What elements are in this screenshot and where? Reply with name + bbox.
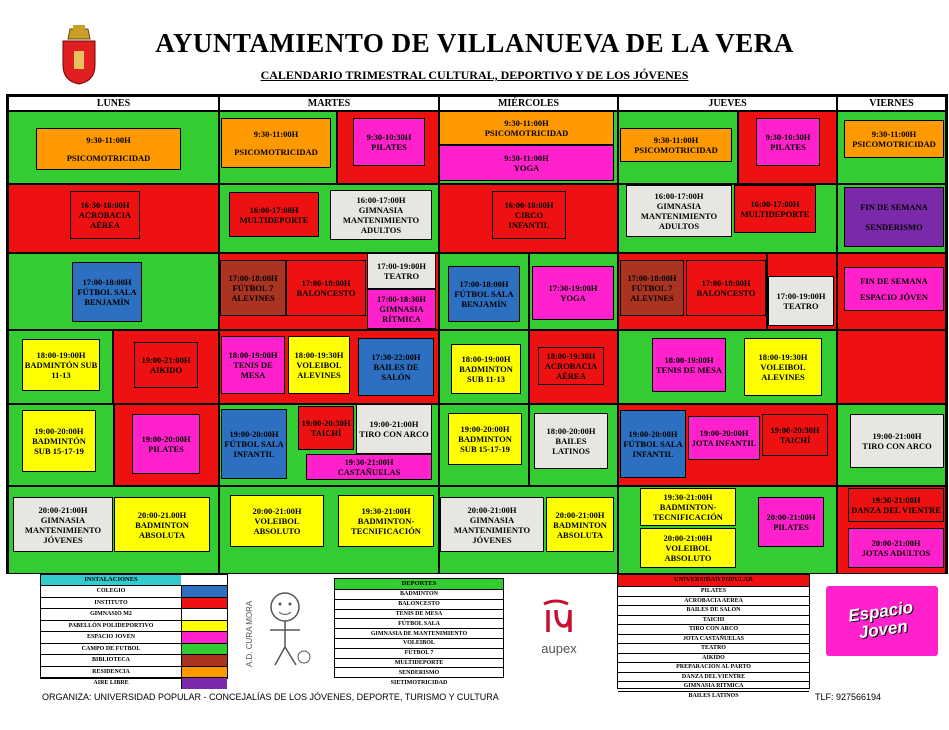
legend-row: FÚTBOL 7 [335, 648, 503, 658]
event-card[interactable]: 19:00-20:30H TAICHÍ [762, 414, 828, 456]
event-card[interactable]: 17:00-19:00H TEATRO [768, 276, 834, 326]
event-card[interactable]: 19:00-20:00H FÚTBOL SALA INFANTIL [221, 409, 287, 479]
event-card[interactable]: 17:30-19:00H YOGA [532, 266, 614, 320]
footer-organiza: ORGANIZA: UNIVERSIDAD POPULAR - CONCEJALÍAS DE LOS JÓVENES, DEPORTE, TURISMO Y CULTURA [42, 692, 499, 702]
legend-instalaciones [40, 574, 228, 687]
event-card[interactable]: 9:30-11:00H PSICOMOTRICIDAD [221, 118, 331, 168]
legend-row: AIKIDO [618, 653, 809, 663]
cura-mora-logo [240, 585, 320, 675]
legend-row: GIMNASIO M2 [41, 608, 227, 620]
event-card[interactable]: 17:00-18:00H FÚTBOL 7 ALEVINES [220, 260, 286, 316]
legend-row: JOTA CASTAÑUELAS [618, 634, 809, 644]
legend-row: SENDERISMO [335, 667, 503, 677]
legend-row: PREPARACION AL PARTO [618, 662, 809, 672]
legend-row: FÚTBOL SALA [335, 618, 503, 628]
event-card[interactable]: 18:00-19:00H TENIS DE MESA [221, 336, 285, 394]
legend-row: CAMPO DE FUTBOL [41, 643, 227, 655]
event-card[interactable]: 16:00-17:00H GIMNASIA MANTENIMIENTO ADULTOS [330, 190, 432, 240]
day-header-viernes: VIERNES [837, 96, 946, 111]
event-card[interactable]: 20:00-21:00H VOLEIBOL ABSOLUTO [230, 495, 324, 547]
event-card[interactable]: 17:00-18:00H FÚTBOL 7 ALEVINES [620, 260, 684, 316]
event-card[interactable]: 18:00-19:30H VOLEIBOL ALEVINES [288, 336, 350, 394]
event-card[interactable]: 19:30-21:00H BADMINTON-TECNIFICACIÓN [640, 488, 736, 526]
legend-row: PILATES [618, 586, 809, 596]
legend-row: TIRO CON ARCO [618, 624, 809, 634]
legend-title: INSTALACIONES [41, 575, 181, 585]
legend-row: COLEGIO [41, 585, 227, 597]
event-card[interactable]: 17:30-22:00H BAILES DE SALÓN [358, 338, 434, 396]
cell [837, 330, 946, 404]
footer-phone: TLF: 927566194 [815, 692, 882, 702]
legend-row: AIRE LIBRE [41, 677, 227, 689]
legend-row: BADMINTON [335, 589, 503, 599]
event-card[interactable]: 17:00-18:00H FÚTBOL SALA BENJAMÍN [72, 262, 142, 322]
legend-row: DANZA DEL VIENTRE [618, 672, 809, 682]
legend-row: TAICHI [618, 615, 809, 625]
event-card[interactable]: FIN DE SEMANA ESPACIO JÓVEN [844, 267, 944, 311]
legend-row: BAILES LATINOS [618, 691, 809, 701]
event-card[interactable]: 16:00-17:00H GIMNASIA MANTENIMIENTO ADULTOS [626, 185, 732, 237]
event-card[interactable]: 19:00-20:00H BADMINTÓN SUB 15-17-19 [22, 410, 96, 472]
event-card[interactable]: 17:00-18:00H BALONCESTO [286, 260, 366, 316]
legend-row: BALONCESTO [335, 599, 503, 609]
event-card[interactable]: 19:00-21:00H TIRO CON ARCO [850, 414, 944, 468]
legend-row: MULTIDEPORTE [335, 658, 503, 668]
page-title: AYUNTAMIENTO DE VILLANUEVA DE LA VERA [155, 28, 794, 58]
event-card[interactable]: 19:30-21:00H BADMINTON-TECNIFICACIÓN [338, 495, 434, 547]
event-card[interactable]: FIN DE SEMANA SENDERISMO [844, 187, 944, 247]
day-header-jueves: JUEVES [618, 96, 837, 111]
legend-row: GIMNASIA DE MANTENIMIENTO [335, 628, 503, 638]
legend-title: UNIVERSIDAD POPULAR [618, 575, 809, 586]
event-card[interactable]: 16:00-18:00H CIRCO INFANTIL [492, 191, 566, 239]
schedule-grid [6, 94, 948, 574]
event-card[interactable]: 20:00-21:00H BADMINTON ABSOLUTA [546, 497, 614, 552]
event-card[interactable]: 18:00-19:30H VOLEIBOL ALEVINES [744, 338, 822, 396]
legend-row: BAILES DE SALON [618, 605, 809, 615]
event-card[interactable]: 9:30-11:00H PSICOMOTRICIDAD [620, 128, 732, 162]
legend-row: PABELLÓN POLIDEPORTIVO [41, 620, 227, 632]
event-card[interactable]: 16:00-17:00H MULTIDEPORTE [229, 192, 319, 237]
event-card[interactable]: 18:00-19:00H BADMINTON SUB 11-13 [451, 344, 521, 394]
aupex-logo: aupex [528, 596, 590, 666]
legend-row: SIETIMOTRICIDAD [335, 677, 503, 687]
event-card[interactable]: 17:00-18:30H GIMNASIA RÍTMICA [367, 289, 436, 329]
event-card[interactable]: 9:30-11:00H PSICOMOTRICIDAD [36, 128, 181, 170]
legend-row: GIMNASIA RITMICA [618, 681, 809, 691]
svg-text:A.D. CURA MORA: A.D. CURA MORA [245, 600, 254, 667]
event-card[interactable]: 19:00-20:00H JOTA INFANTIL [688, 416, 760, 460]
event-card[interactable]: 18:00-19:30H ACROBACIA AÉREA [538, 347, 604, 385]
event-card[interactable]: 9:30-10:30H PILATES [756, 118, 820, 166]
legend-row: INSTITUTO [41, 597, 227, 609]
legend-deportes [334, 578, 504, 686]
event-card[interactable]: 19:00-20:30H TAICHÍ [298, 406, 354, 450]
event-card[interactable]: 9:30-10:30H PILATES [353, 118, 425, 166]
event-card[interactable]: 18:00-20:00H BAILES LATINOS [534, 413, 608, 469]
legend-row: RESIDENCIA [41, 666, 227, 678]
legend-row: ACROBACIA AEREA [618, 596, 809, 606]
event-card[interactable]: 19:30-21:00H CASTAÑUELAS [306, 454, 432, 480]
event-card[interactable]: 9:30-11:00H YOGA [439, 145, 614, 181]
event-card[interactable]: 19:00-21:00H TIRO CON ARCO [356, 404, 432, 454]
day-header-lunes: LUNES [8, 96, 219, 111]
day-header-martes: MARTES [219, 96, 439, 111]
page-subtitle: CALENDARIO TRIMESTRAL CULTURAL, DEPORTIVO Y DE LOS JÓVENES [260, 68, 689, 82]
event-card[interactable]: 9:30-11:00H PSICOMOTRICIDAD [439, 111, 614, 145]
legend-row: ESPACIO JOVEN [41, 631, 227, 643]
day-header-miercoles: MIÉRCOLES [439, 96, 618, 111]
event-card[interactable]: 16:30-18:00H ACROBACIA AÉREA [70, 191, 140, 239]
legend-row: VOLEIBOL [335, 638, 503, 648]
event-card[interactable]: 18:00-19:00H TENIS DE MESA [652, 338, 726, 392]
event-card[interactable]: 20:00-21:00H VOLEIBOL ABSOLUTO [640, 528, 736, 568]
event-card[interactable]: 9:30-11:00H PSICOMOTRICIDAD [844, 120, 944, 158]
legend-title: DEPORTES [335, 579, 503, 589]
event-card[interactable]: 20:00-21:00H GIMNASIA MANTENIMIENTO JÓVENES [13, 497, 113, 552]
event-card[interactable]: 19:00-20:00H BADMINTON SUB 15-17-19 [448, 413, 522, 465]
event-card[interactable]: 20:00-21.00H BADMINTON ABSOLUTA [114, 497, 210, 552]
event-card[interactable]: 19:00-21:00H AIKIDO [134, 342, 198, 388]
legend-row: TENIS DE MESA [335, 609, 503, 619]
legend-row: BIBLIOTECA [41, 654, 227, 666]
event-card[interactable]: 17:00-18:00H FÚTBOL SALA BENJAMÍN [448, 266, 520, 322]
event-card[interactable]: 20:00-21:00H JOTAS ADULTOS [848, 528, 944, 568]
legend-row: TEATRO [618, 643, 809, 653]
event-card[interactable]: 17:00-18:00H BALONCESTO [686, 260, 766, 316]
event-card[interactable]: 19:30-21:00H DANZA DEL VIENTRE [848, 488, 944, 522]
legend-universidad [617, 574, 810, 699]
event-card[interactable]: 19:00-20:00H PILATES [132, 414, 200, 474]
espacio-joven-logo: Espacio Joven [826, 586, 938, 656]
event-card[interactable]: 16:00-17:00H MULTIDEPORTE [734, 185, 816, 233]
event-card[interactable]: 17:00-19:00H TEATRO [367, 253, 436, 289]
event-card[interactable]: 19:00-20:00H FÚTBOL SALA INFANTIL [620, 410, 686, 478]
event-card[interactable]: 18:00-19:00H BADMINTÓN SUB 11-13 [22, 339, 100, 391]
event-card[interactable]: 20:00-21:00H PILATES [758, 497, 824, 547]
event-card[interactable]: 20:00-21:00H GIMNASIA MANTENIMIENTO JÓVENES [440, 497, 544, 552]
